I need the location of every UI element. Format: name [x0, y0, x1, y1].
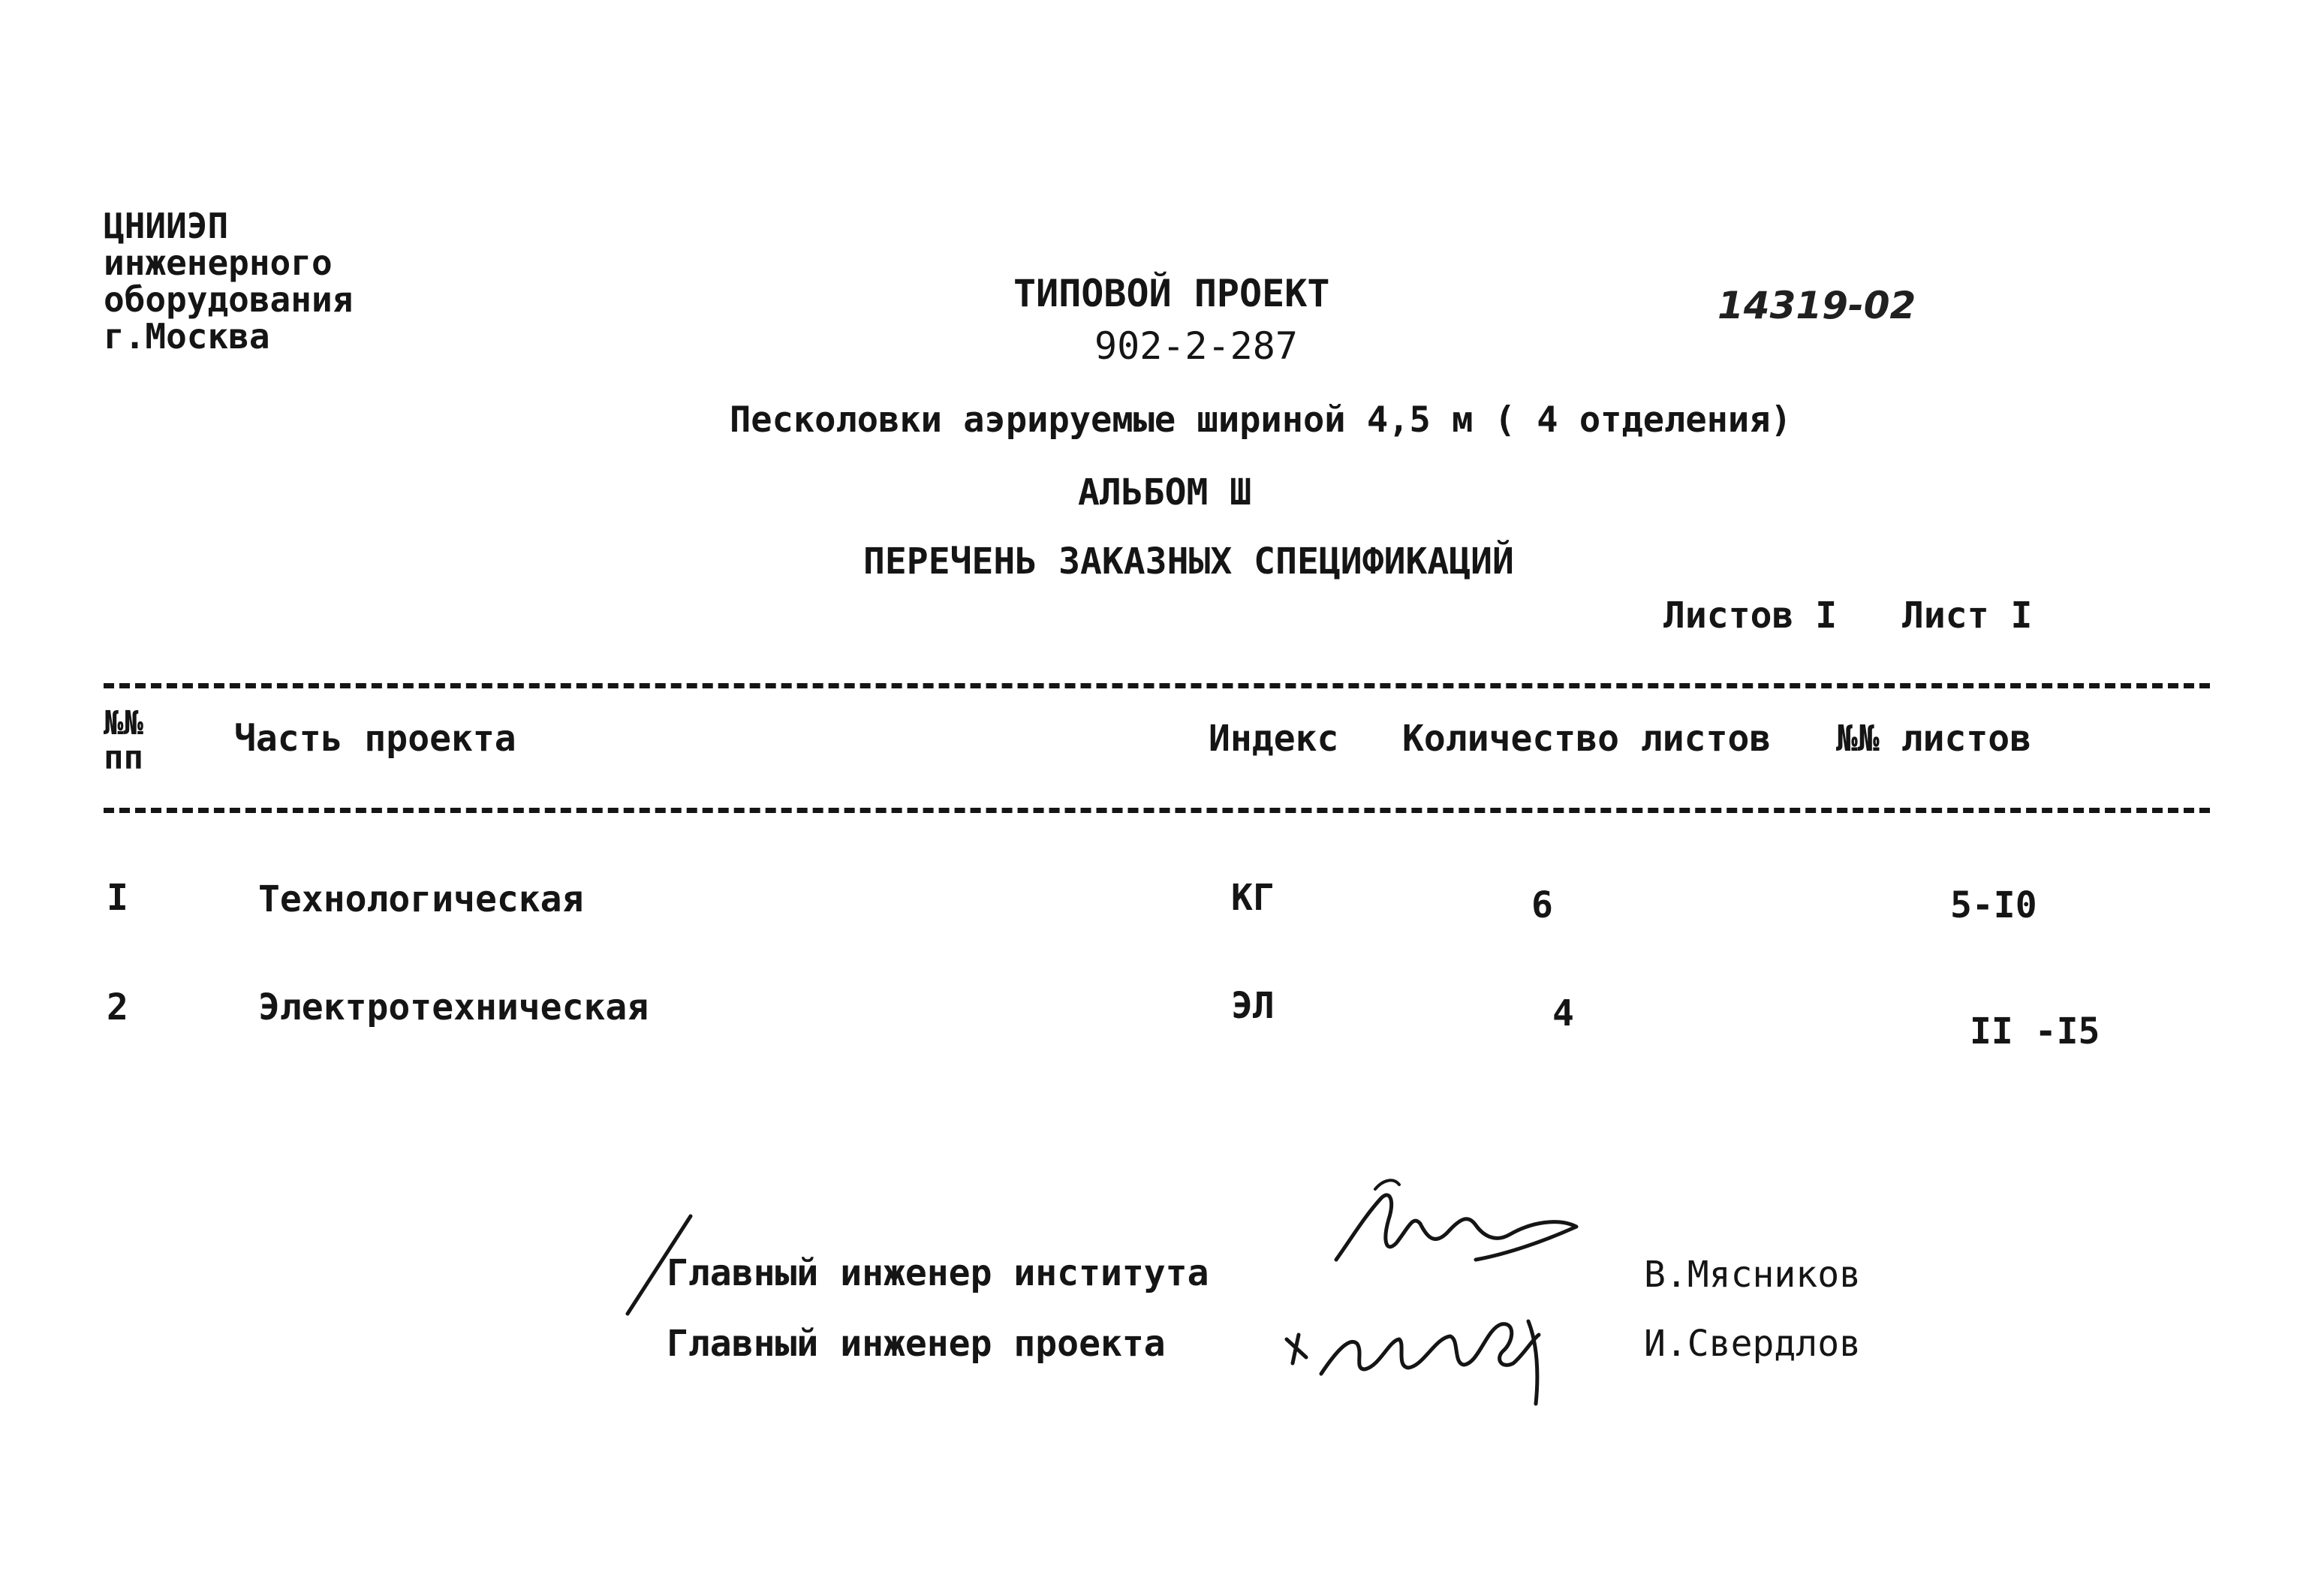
header-sheet-numbers: №№ листов — [1836, 718, 2032, 760]
archive-number: 14319-02 — [1717, 284, 1916, 327]
organization-line-3: оборудования — [104, 279, 354, 320]
table-top-divider — [104, 683, 2210, 688]
album-label: АЛЬБОМ Ш — [1078, 471, 1252, 513]
document-title: Песколовки аэрируемые шириной 4,5 м ( 4 отделения) — [730, 399, 1792, 441]
signature-name-2: И.Свердлов — [1644, 1323, 1861, 1365]
header-number-line-2: пп — [104, 739, 143, 777]
table-row-1-index: КГ — [1231, 877, 1275, 919]
header-part: Часть проекта — [234, 718, 516, 760]
project-number: 902-2-287 — [1094, 324, 1298, 368]
table-row-1-sheet-count: 6 — [1531, 884, 1553, 926]
header-index: Индекс — [1209, 718, 1339, 760]
table-row-2-number: 2 — [107, 986, 128, 1028]
table-row-1-sheet-numbers: 5-I0 — [1950, 884, 2037, 926]
table-row-1-part: Технологическая — [258, 878, 584, 920]
table-row-2-part: Электротехническая — [258, 986, 649, 1028]
table-row-2-sheet-numbers: II -I5 — [1970, 1010, 2100, 1052]
table-row-2-sheet-count: 4 — [1552, 992, 1574, 1034]
signature-name-1: В.Мясников — [1644, 1254, 1861, 1296]
organization-line-4: г.Москва — [104, 316, 270, 357]
signature-mark-2 — [1276, 1291, 1576, 1419]
document-name: ПЕРЕЧЕНЬ ЗАКАЗНЫХ СПЕЦИФИКАЦИЙ — [863, 541, 1514, 583]
sheets-total: Листов I — [1663, 595, 1838, 637]
signature-role-2: Главный инженер проекта — [667, 1323, 1166, 1365]
organization-line-2: инженерного — [104, 242, 333, 283]
signature-mark-1 — [1321, 1171, 1591, 1284]
project-type: ТИПОВОЙ ПРОЕКТ — [1013, 272, 1330, 315]
header-number-line-1: №№ — [104, 704, 143, 742]
organization-line-1: ЦНИИЭП — [104, 206, 229, 246]
table-header-divider — [104, 808, 2210, 813]
signature-role-1: Главный инженер института — [667, 1252, 1209, 1294]
table-row-1-number: I — [107, 877, 128, 919]
header-sheet-count: Количество листов — [1402, 718, 1772, 760]
table-row-2-index: ЭЛ — [1231, 985, 1275, 1027]
sheet-current: Лист I — [1902, 595, 2033, 637]
